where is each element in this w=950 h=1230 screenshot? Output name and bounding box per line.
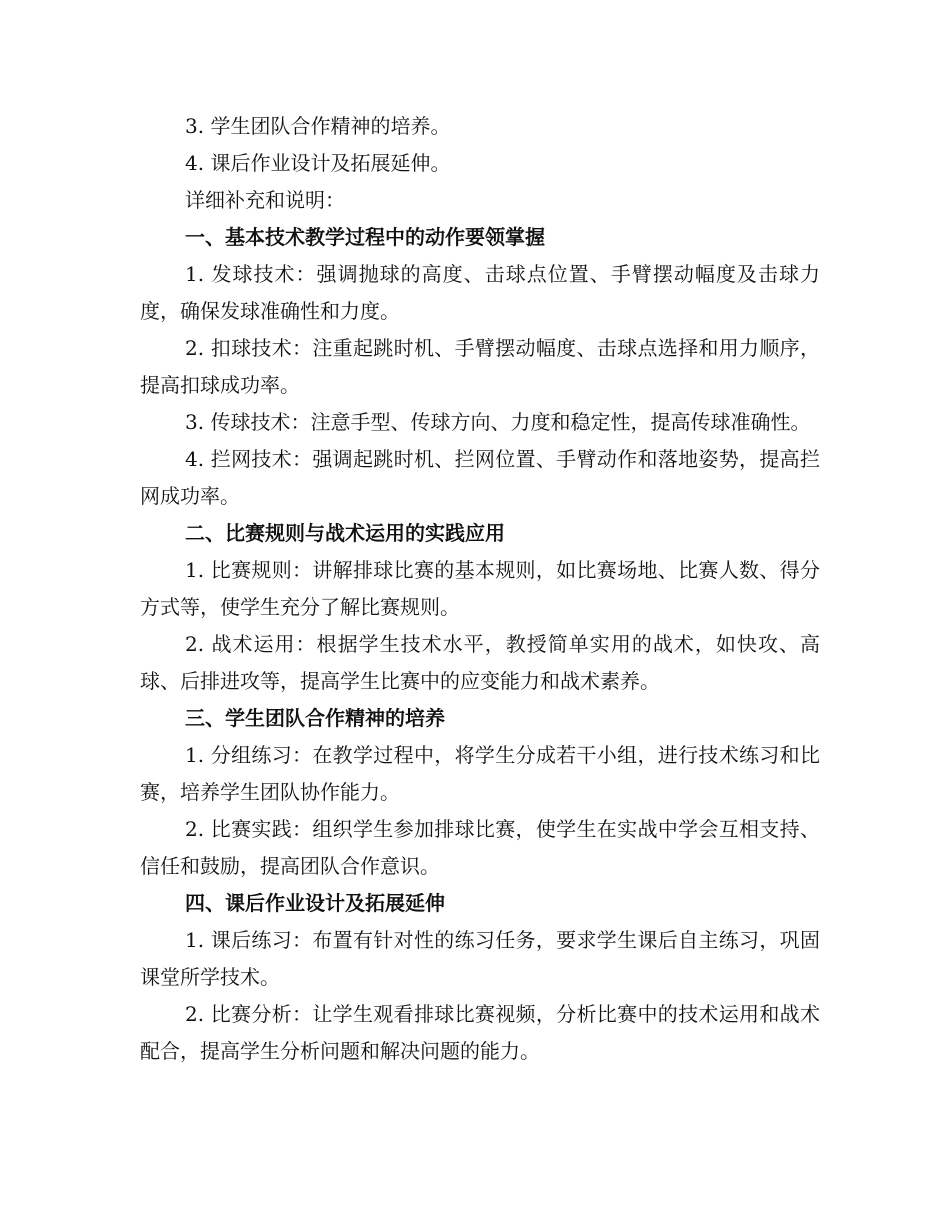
section-item: 2. 战术运用：根据学生技术水平，教授简单实用的战术，如快攻、高球、后排进攻等，提高学生比赛中的应变能力和战术素养。: [140, 632, 820, 693]
section-item: 2. 扣球技术：注重起跳时机、手臂摆动幅度、击球点选择和用力顺序，提高扣球成功率。: [140, 336, 820, 397]
section-heading: 一、基本技术教学过程中的动作要领掌握: [185, 225, 545, 249]
section-heading: 四、课后作业设计及拓展延伸: [185, 891, 445, 915]
section-item: 2. 比赛分析：让学生观看排球比赛视频，分析比赛中的技术运用和战术配合，提高学生分析问题和解决问题的能力。: [140, 1002, 820, 1063]
section-item: 1. 课后练习：布置有针对性的练习任务，要求学生课后自主练习，巩固课堂所学技术。: [140, 928, 820, 989]
section-heading: 三、学生团队合作精神的培养: [185, 706, 445, 730]
section-item: 1. 发球技术：强调抛球的高度、击球点位置、手臂摆动幅度及击球力度，确保发球准确性和力度。: [140, 262, 820, 323]
document-body: [140, 108, 820, 1070]
section-item: 1. 分组练习：在教学过程中，将学生分成若干小组，进行技术练习和比赛，培养学生团队协作能力。: [140, 743, 820, 804]
section-item: 2. 比赛实践：组织学生参加排球比赛，使学生在实战中学会互相支持、信任和鼓励，提高团队合作意识。: [140, 817, 820, 878]
section-item: 1. 比赛规则：讲解排球比赛的基本规则，如比赛场地、比赛人数、得分方式等，使学生充分了解比赛规则。: [140, 558, 820, 619]
section-item: 3. 传球技术：注意手型、传球方向、力度和稳定性，提高传球准确性。: [185, 410, 811, 434]
intro-line: 4. 课后作业设计及拓展延伸。: [185, 151, 451, 175]
section-heading: 二、比赛规则与战术运用的实践应用: [185, 521, 505, 545]
intro-line: 3. 学生团队合作精神的培养。: [185, 114, 451, 138]
section-item: 4. 拦网技术：强调起跳时机、拦网位置、手臂动作和落地姿势，提高拦网成功率。: [140, 447, 820, 508]
intro-line: 详细补充和说明：: [185, 188, 345, 212]
